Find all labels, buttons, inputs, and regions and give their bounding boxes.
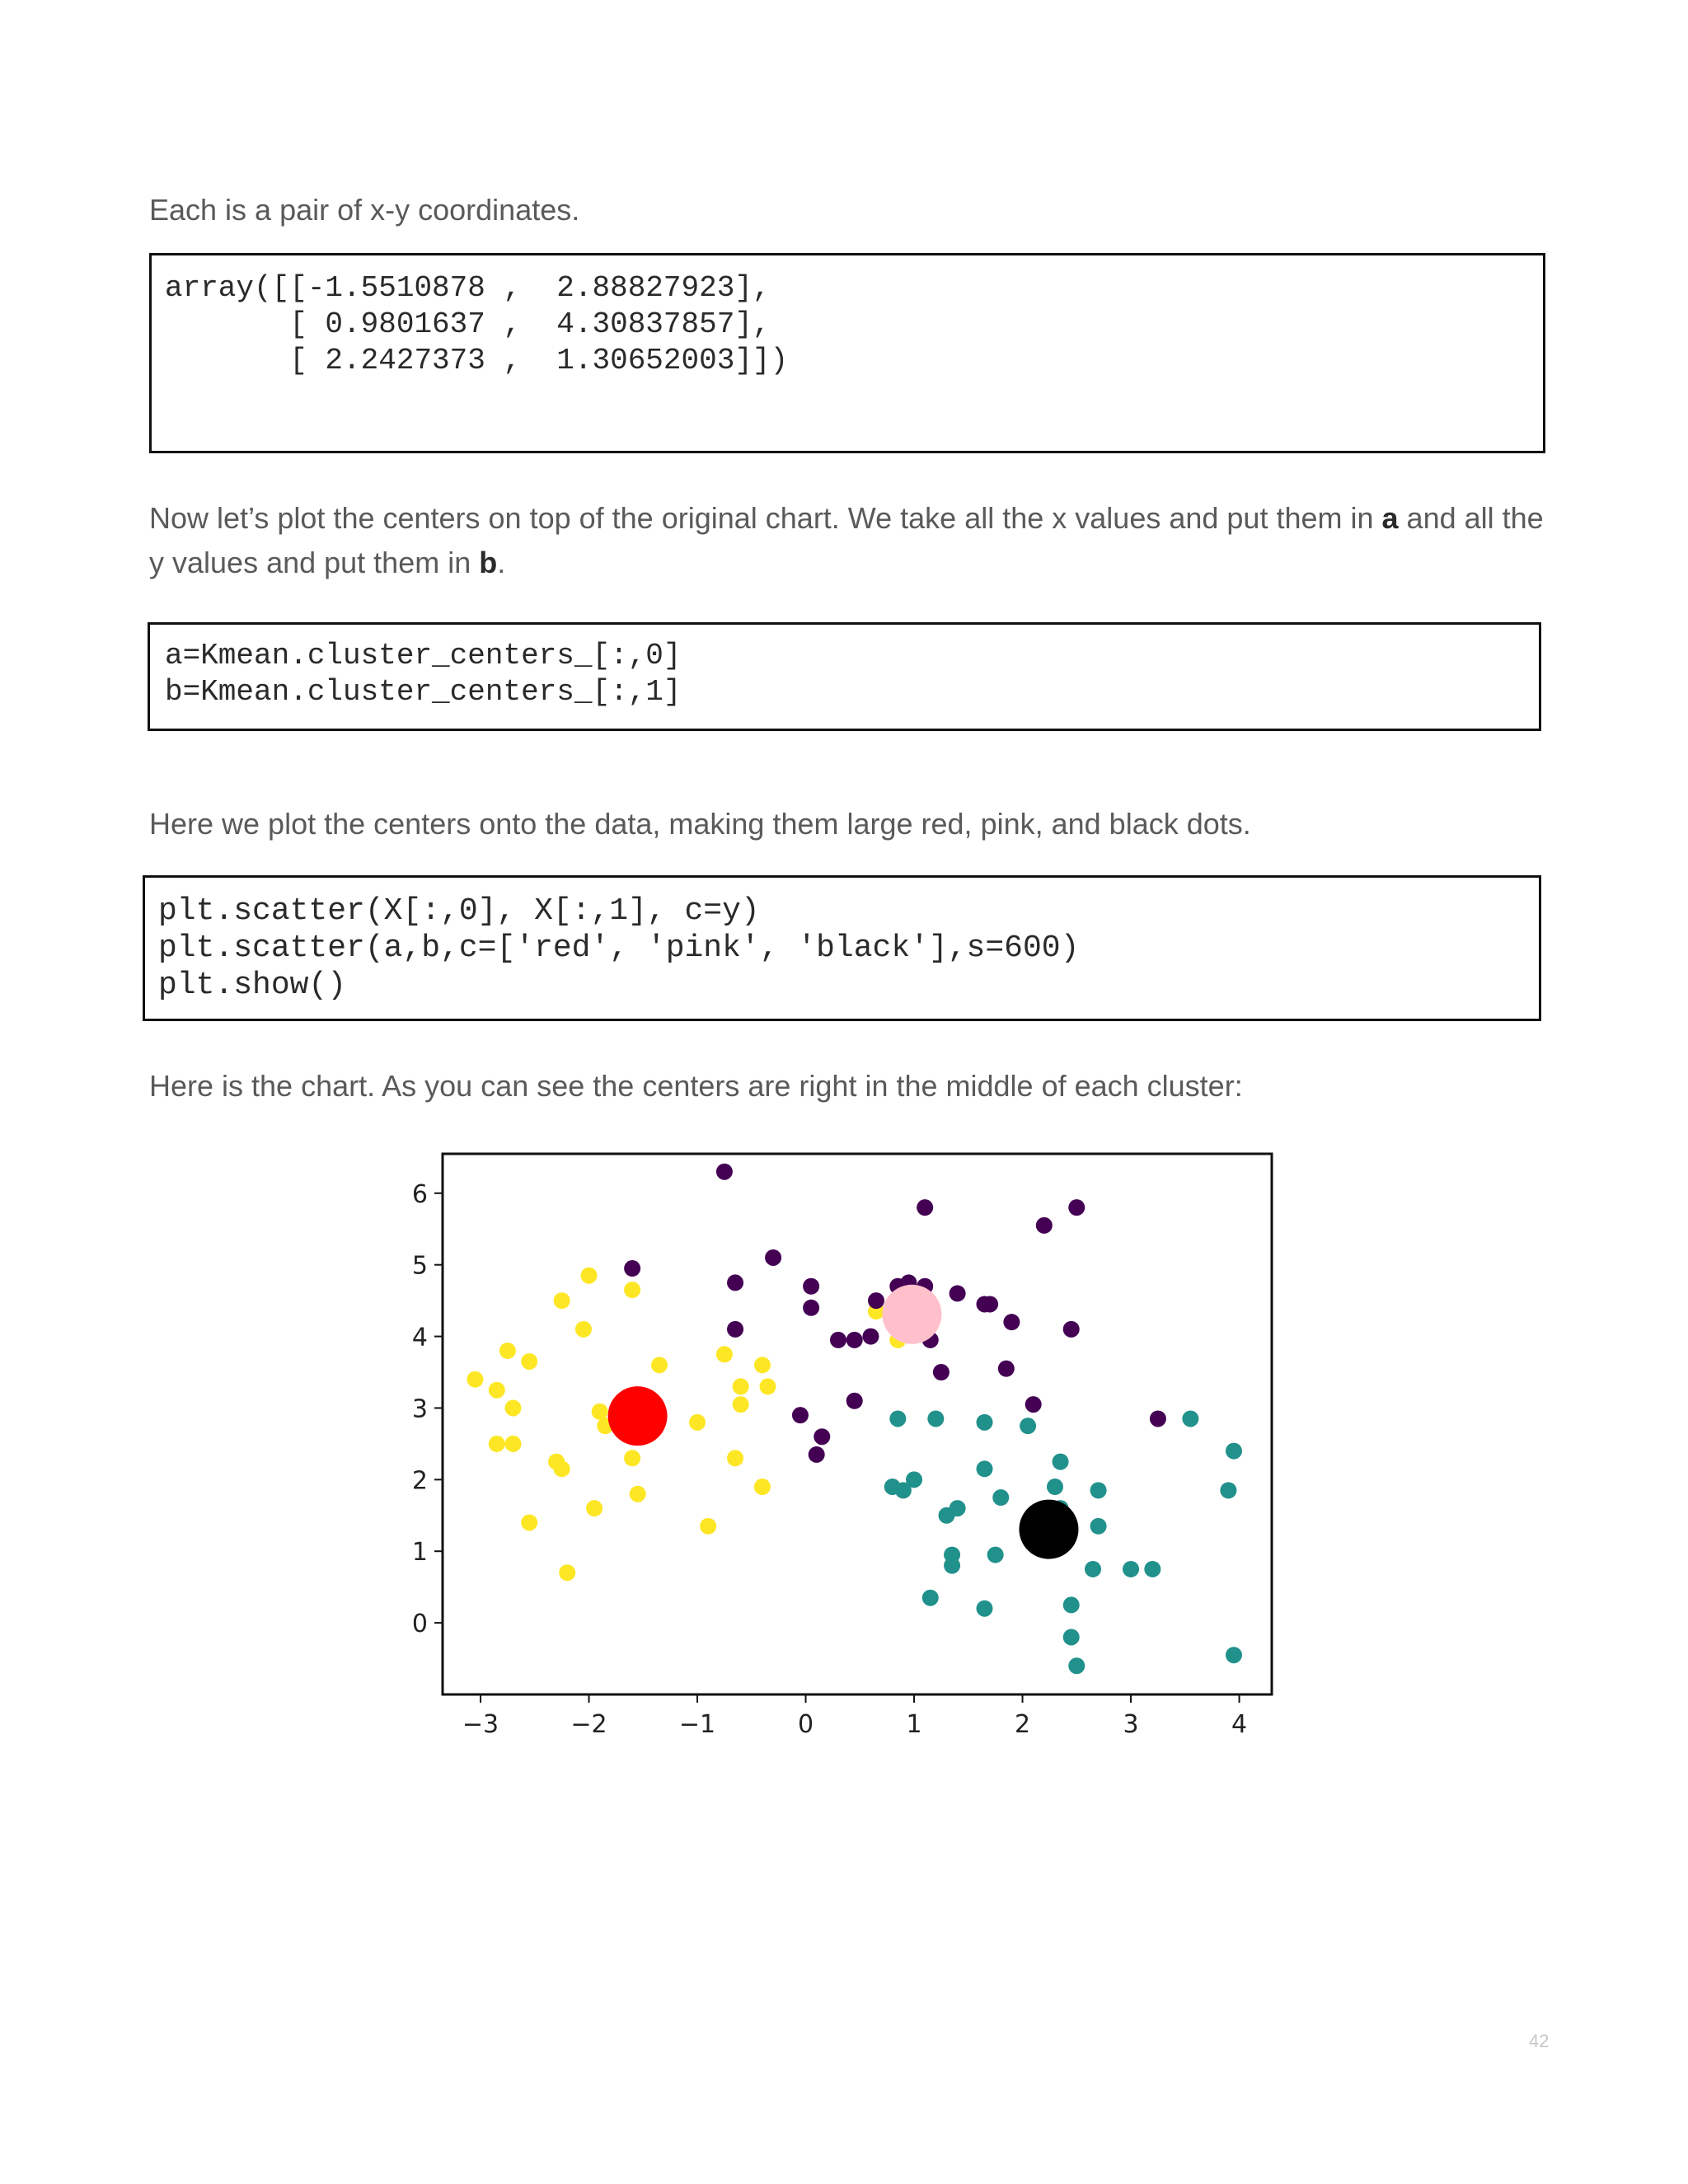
x-tick-label: 1 [906,1710,922,1739]
data-point-cluster-0 [624,1282,640,1298]
data-point-cluster-2 [1123,1561,1139,1577]
data-point-cluster-0 [651,1357,668,1373]
data-point-cluster-2 [987,1547,1004,1563]
data-point-cluster-1 [868,1292,884,1309]
data-point-cluster-1 [862,1329,879,1345]
data-point-cluster-1 [624,1260,640,1277]
data-point-cluster-0 [504,1399,521,1416]
data-point-cluster-0 [554,1292,570,1309]
data-point-cluster-2 [977,1601,993,1617]
data-point-cluster-2 [977,1460,993,1477]
data-point-cluster-1 [830,1332,846,1348]
data-point-cluster-0 [521,1514,537,1530]
data-point-cluster-2 [889,1410,906,1427]
data-point-cluster-1 [1068,1199,1085,1216]
data-point-cluster-1 [982,1296,998,1312]
data-point-cluster-1 [1025,1396,1042,1413]
data-point-cluster-2 [1220,1482,1236,1498]
data-point-cluster-0 [592,1404,608,1420]
chart-intro-paragraph: Here is the chart. As you can see the centers are right in the middle of each cluster: [149,1069,1243,1103]
data-point-cluster-1 [1150,1410,1166,1427]
array-output-code: array([[-1.5510878 , 2.88827923], [ 0.9801637 , 4.30837857], [ 2.2427373 , 1.30652003]]) [165,271,789,377]
data-point-cluster-2 [1144,1561,1160,1577]
data-point-cluster-0 [754,1479,771,1495]
x-tick-label: 4 [1231,1710,1248,1739]
data-point-cluster-0 [630,1486,646,1502]
data-point-cluster-1 [1063,1321,1080,1338]
data-point-cluster-0 [733,1396,749,1413]
data-point-cluster-2 [1047,1479,1063,1495]
x-tick-label: −1 [678,1710,716,1739]
data-point-cluster-1 [814,1428,830,1445]
x-tick-label: 2 [1014,1710,1031,1739]
plot-area-frame [443,1154,1272,1694]
plot-code: plt.scatter(X[:,0], X[:,1], c=y) plt.scatter(a,b,c=['red', 'pink', 'black'],s=600) plt.show() [158,893,1080,1003]
page-number: 42 [1529,2031,1550,2051]
y-tick-label: 0 [411,1610,428,1639]
plot-centers-text-end: . [497,546,506,579]
data-point-cluster-2 [922,1590,939,1606]
data-point-cluster-2 [1020,1418,1036,1434]
y-tick-label: 5 [411,1251,428,1281]
data-point-cluster-1 [765,1249,781,1266]
x-tick-label: 0 [797,1710,814,1739]
variable-b: b [479,546,498,579]
data-point-cluster-2 [1085,1561,1101,1577]
data-point-cluster-1 [998,1361,1015,1377]
data-point-cluster-2 [906,1471,922,1488]
data-point-cluster-2 [950,1500,966,1516]
data-point-cluster-2 [1090,1518,1107,1535]
data-point-cluster-0 [521,1353,537,1370]
data-point-cluster-1 [933,1364,950,1380]
data-point-cluster-0 [760,1378,776,1394]
data-point-cluster-1 [727,1274,743,1291]
data-point-cluster-2 [944,1558,960,1574]
kmeans-scatter-chart [387,1146,1294,1755]
y-tick-label: 2 [411,1466,428,1496]
data-point-cluster-1 [846,1393,863,1409]
data-point-cluster-1 [1003,1314,1020,1330]
data-point-cluster-0 [467,1371,483,1388]
data-point-cluster-1 [803,1300,819,1316]
cluster-center-red [608,1386,668,1446]
data-point-cluster-1 [1036,1217,1053,1234]
data-point-cluster-1 [950,1285,966,1301]
data-point-cluster-0 [499,1343,516,1359]
cluster-center-black [1019,1500,1078,1559]
data-point-cluster-2 [992,1489,1009,1506]
data-point-cluster-0 [754,1357,771,1373]
assign-centers-box [148,622,1541,731]
data-point-cluster-0 [575,1321,592,1338]
plot-centers-paragraph [149,496,1550,585]
scatter-intro-paragraph: Here we plot the centers onto the data, making them large red, pink, and black dots. [149,807,1251,841]
cluster-center-pink [882,1285,941,1344]
data-point-cluster-1 [792,1407,809,1423]
data-point-cluster-2 [1053,1454,1069,1470]
y-tick-label: 1 [411,1538,428,1568]
data-point-cluster-2 [927,1410,944,1427]
x-tick-label: −3 [462,1710,499,1739]
data-point-cluster-0 [716,1346,733,1362]
y-tick-label: 6 [411,1179,428,1209]
data-point-cluster-0 [733,1378,749,1394]
data-point-cluster-2 [1226,1647,1242,1663]
data-point-cluster-1 [727,1321,743,1338]
data-point-cluster-1 [716,1164,733,1180]
plot-centers-text-1: Now let’s plot the centers on top of the original chart. We take all the x values and put them in [149,501,1382,535]
data-point-cluster-2 [1182,1410,1198,1427]
data-point-cluster-2 [1063,1596,1080,1613]
data-point-cluster-0 [489,1382,505,1399]
data-point-cluster-0 [689,1414,706,1431]
intro-paragraph: Each is a pair of x-y coordinates. [149,193,580,227]
data-point-cluster-0 [586,1500,603,1516]
data-point-cluster-2 [1063,1629,1080,1645]
data-point-cluster-2 [1090,1482,1107,1498]
data-point-cluster-0 [581,1268,598,1284]
data-point-cluster-2 [1068,1657,1085,1674]
x-tick-label: −2 [570,1710,607,1739]
array-output-box [149,253,1545,453]
assign-centers-code: a=Kmean.cluster_centers_[:,0] b=Kmean.cluster_centers_[:,1] [165,639,682,709]
variable-a: a [1381,501,1399,535]
data-point-cluster-0 [489,1436,505,1452]
data-point-cluster-0 [624,1450,640,1466]
data-point-cluster-0 [559,1564,575,1581]
data-point-cluster-0 [504,1436,521,1452]
plot-code-box [143,875,1541,1021]
y-tick-label: 4 [411,1323,428,1352]
data-point-cluster-0 [727,1450,743,1466]
data-point-cluster-1 [917,1199,933,1216]
data-point-cluster-1 [809,1446,825,1463]
x-tick-label: 3 [1123,1710,1139,1739]
y-tick-label: 3 [411,1394,428,1424]
data-point-cluster-0 [554,1460,570,1477]
data-point-cluster-2 [977,1414,993,1431]
data-point-cluster-1 [803,1278,819,1295]
data-point-cluster-0 [700,1518,716,1535]
data-point-cluster-1 [846,1332,863,1348]
plot-centers-text-2: and all the y values and put them in [149,501,1544,579]
data-point-cluster-2 [1226,1443,1242,1460]
